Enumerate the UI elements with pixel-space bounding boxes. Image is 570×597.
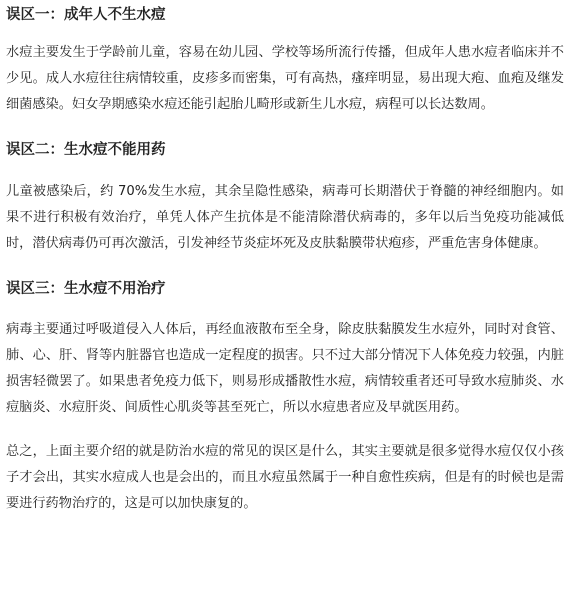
summary-paragraph: 总之，上面主要介绍的就是防治水痘的常见的误区是什么，其实主要就是很多觉得水痘仅仅小孩子才会出，其实水痘成人也是会出的，而且水痘虽然属于一种自愈性疾病，但是有的时候也是需要进行药物治疗的，这是可以加快康复的。 bbox=[6, 444, 564, 511]
section-1-paragraph: 水痘主要发生于学龄前儿童，容易在幼儿园、学校等场所流行传播，但成年人患水痘者临床并不少见。成人水痘往往病情较重，皮疹多而密集，可有高热，瘙痒明显，易出现大疱、血疱及继发细菌感染。妇女孕期感染水痘还能引起胎儿畸形或新生儿水痘，病程可以长达数周。 bbox=[6, 45, 564, 112]
section-3-paragraph: 病毒主要通过呼吸道侵入人体后，再经血液散布至全身，除皮肤黏膜发生水痘外，同时对食管、肺、心、肝、肾等内脏器官也造成一定程度的损害。只不过大部分情况下人体免疫力较强，内脏损害轻微罢了。如果患者免疫力低下，则易形成播散性水痘，病情较重者还可导致水痘肺炎、水痘脑炎、水痘肝炎、间质性心肌炎等甚至死亡，所以水痘患者应及早就医用药。 bbox=[6, 322, 564, 415]
section-1-heading: 误区一：成年人不生水痘 bbox=[6, 7, 166, 23]
section-2-paragraph: 儿童被感染后，约 70%发生水痘，其余呈隐性感染，病毒可长期潜伏于脊髓的神经细胞内。如果不进行积极有效治疗，单凭人体产生抗体是不能清除潜伏病毒的，多年以后当免疫功能减低时，潜伏病毒仍可再次激活，引发神经节炎症坏死及皮肤黏膜带状疱疹，严重危害身体健康。 bbox=[6, 184, 564, 251]
section-2-heading: 误区二：生水痘不能用药 bbox=[6, 142, 166, 158]
section-3-heading: 误区三：生水痘不用治疗 bbox=[6, 281, 166, 297]
